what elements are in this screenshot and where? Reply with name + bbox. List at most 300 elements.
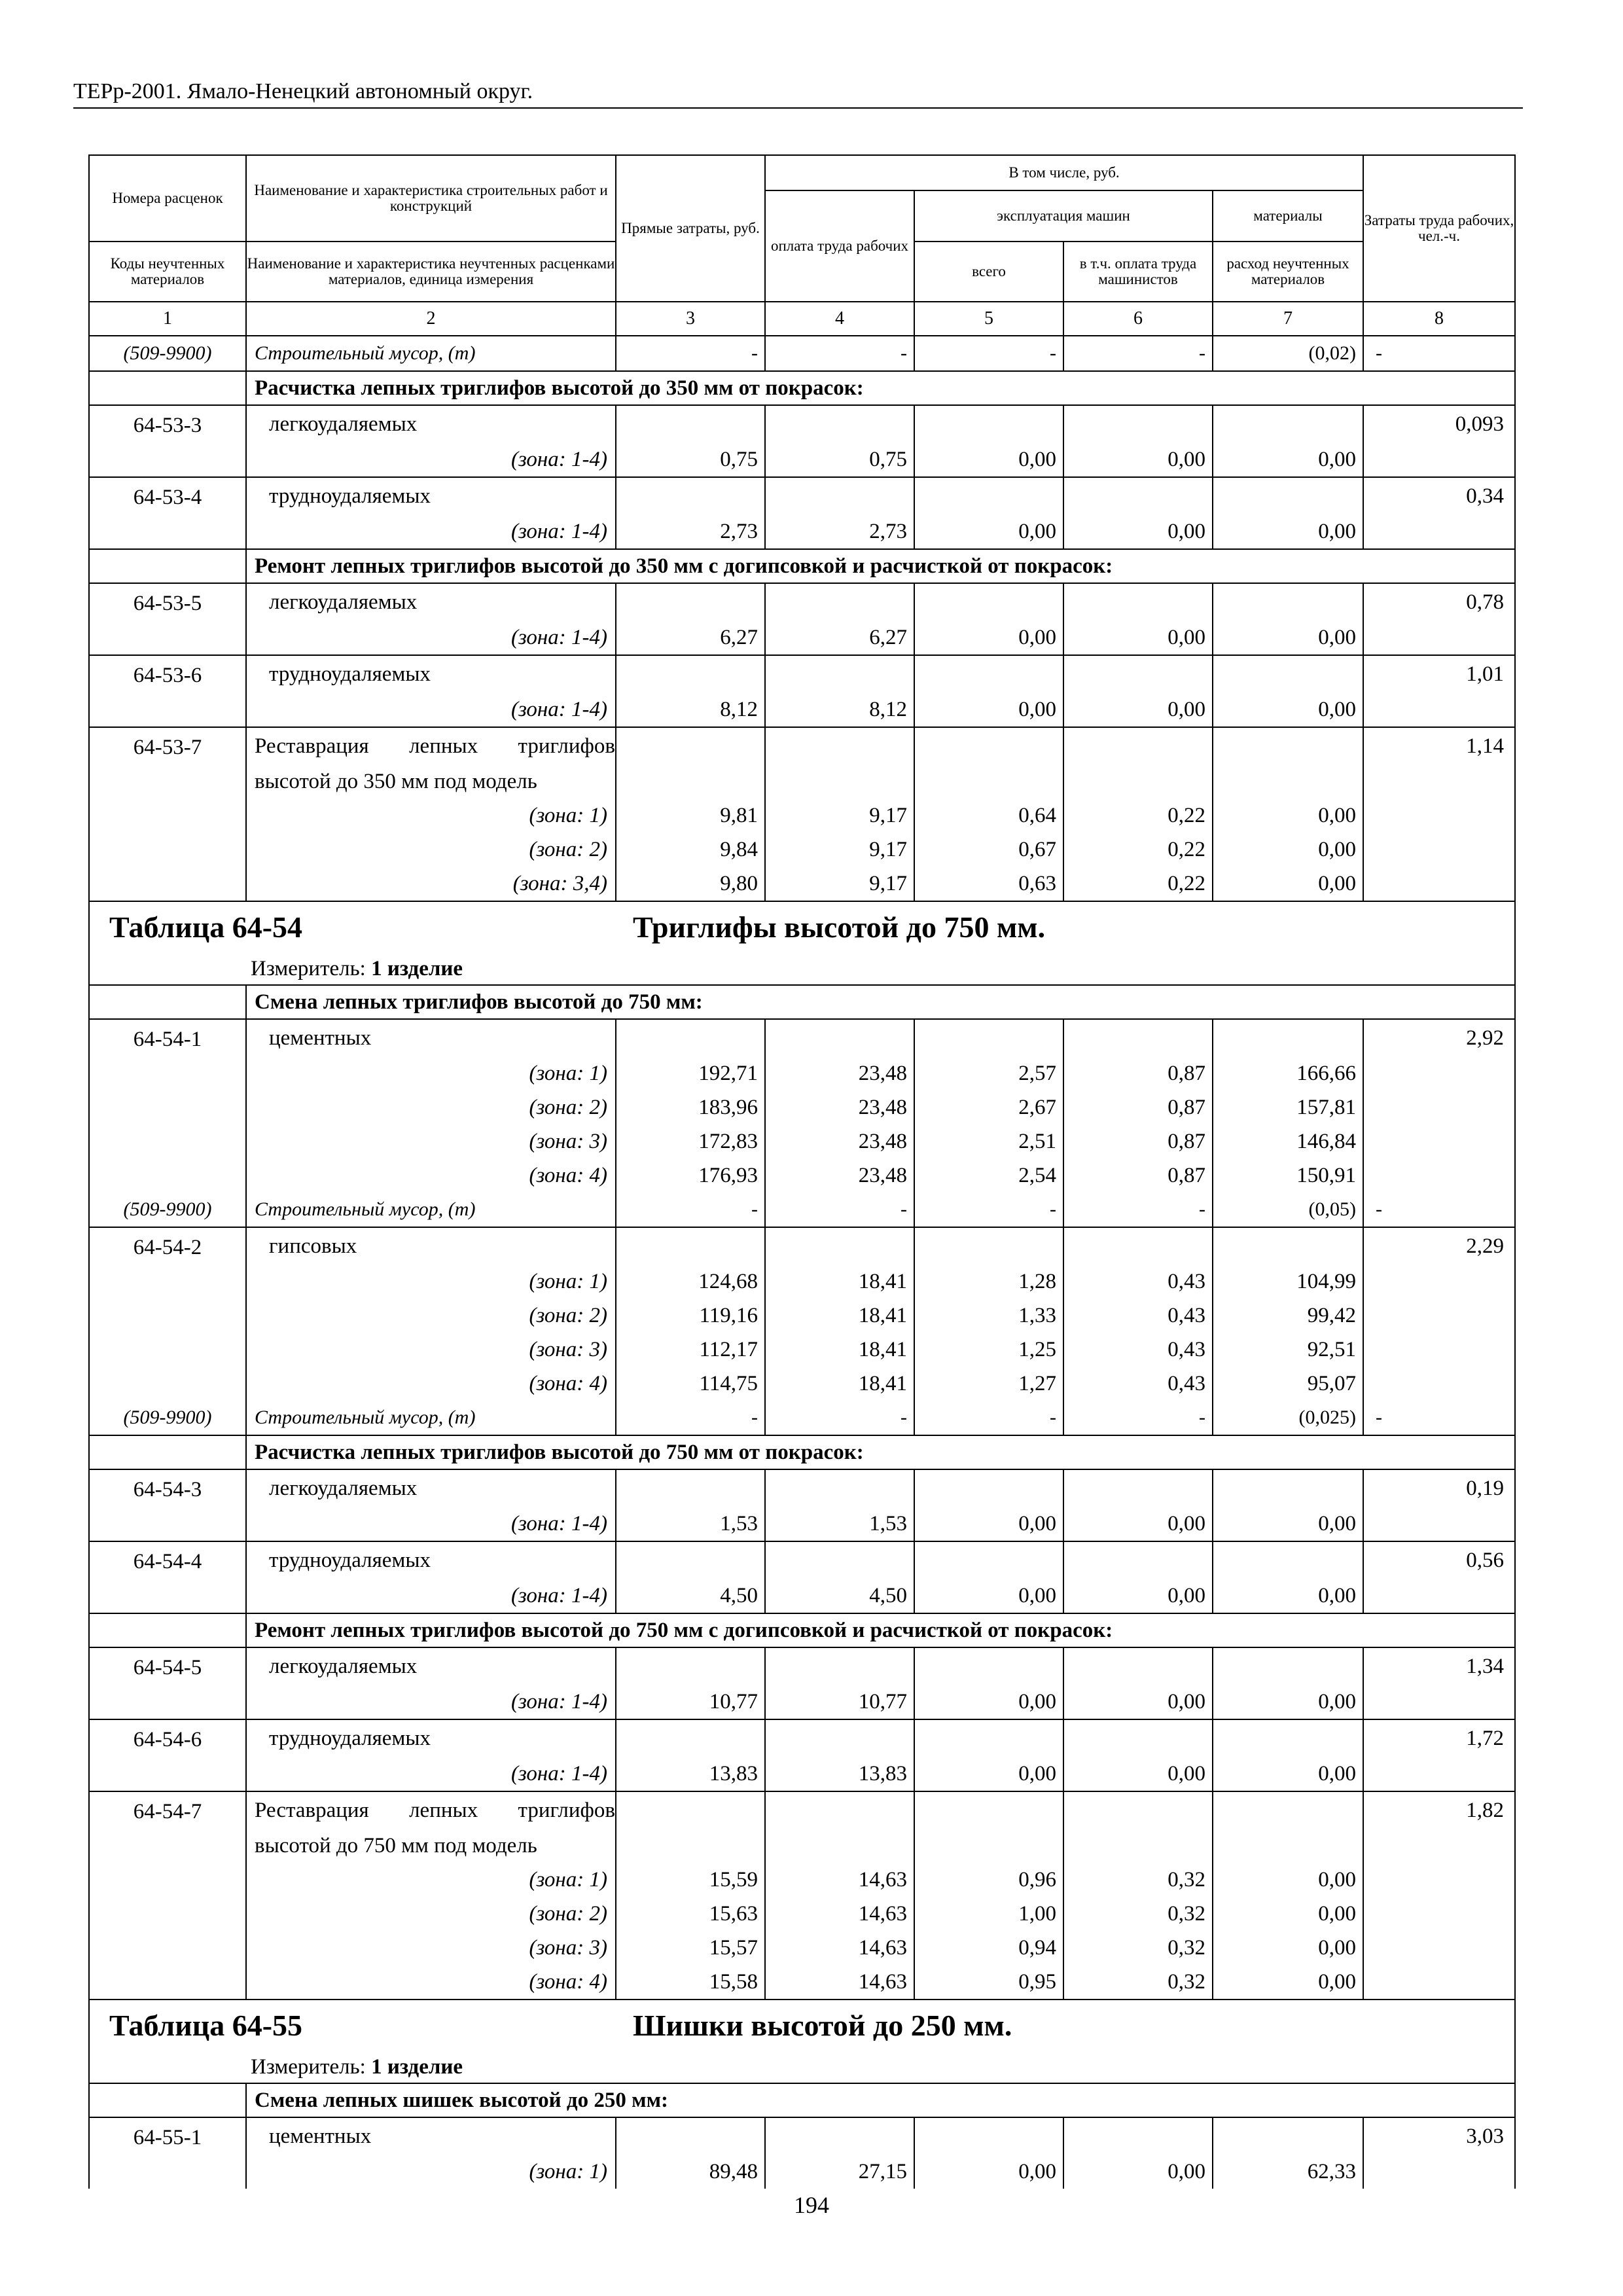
rate-row (89, 1019, 1515, 1056)
zone-label: (зона: 1-4) (246, 1757, 616, 1791)
value-cell: - (765, 336, 914, 371)
zone-row (89, 514, 1515, 549)
zone-row (89, 2155, 1515, 2189)
empty-cell (1363, 1965, 1515, 2000)
value-cell: 1,53 (765, 1507, 914, 1541)
value-cell: 0,00 (1213, 1579, 1363, 1613)
value-cell: 0,22 (1063, 833, 1213, 867)
measure-text (90, 957, 463, 980)
empty-cell (89, 1757, 246, 1791)
zone-label: (зона: 1-4) (246, 514, 616, 549)
zone-label: (зона: 1) (246, 1863, 616, 1897)
empty-cell (1363, 1333, 1515, 1367)
empty-cell (914, 477, 1063, 514)
empty-cell (1063, 764, 1213, 798)
value-cell: 0,87 (1063, 1090, 1213, 1124)
zone-label: (зона: 2) (246, 1090, 616, 1124)
zone-row (89, 1090, 1515, 1124)
table-number: Таблица 64-54 (109, 910, 303, 944)
section-heading-row (89, 985, 1515, 1019)
empty-cell (616, 405, 765, 442)
value-cell: 0,00 (1063, 514, 1213, 549)
zone-label: (зона: 1-4) (246, 442, 616, 477)
value-cell: - (914, 1401, 1063, 1435)
empty-cell (765, 1469, 914, 1507)
empty-cell (765, 405, 914, 442)
value-cell: 0,32 (1063, 1897, 1213, 1931)
value-cell: 0,00 (1063, 692, 1213, 727)
empty-cell (1363, 1507, 1515, 1541)
empty-cell (616, 1469, 765, 1507)
value-cell: 0,00 (914, 1757, 1063, 1791)
col7-header: расход неучтенных материалов (1213, 242, 1363, 302)
empty-cell (765, 477, 914, 514)
value-cell: 0,32 (1063, 1965, 1213, 2000)
measure-cell (89, 953, 1515, 985)
measure-value: 1 изделие (371, 2055, 463, 2079)
zone-label: (зона: 3,4) (246, 867, 616, 901)
section-heading: Смена лепных шишек высотой до 250 мм: (246, 2083, 1515, 2117)
empty-cell (1363, 620, 1515, 655)
empty-cell (1363, 1757, 1515, 1791)
empty-cell (765, 1647, 914, 1685)
table-title-row (89, 2000, 1515, 2051)
empty-cell (1363, 1056, 1515, 1090)
value-cell: 15,58 (616, 1965, 765, 2000)
empty-cell (1213, 1719, 1363, 1757)
value-cell: 8,12 (616, 692, 765, 727)
labor-cost: 1,01 (1363, 655, 1515, 692)
empty-cell (616, 1541, 765, 1579)
empty-cell (1363, 867, 1515, 901)
section-heading-row (89, 549, 1515, 583)
empty-cell (616, 1647, 765, 1685)
value-cell: 166,66 (1213, 1056, 1363, 1090)
value-cell: 2,54 (914, 1158, 1063, 1193)
value-cell: 176,93 (616, 1158, 765, 1193)
value-cell: 0,00 (914, 692, 1063, 727)
value-cell: 112,17 (616, 1333, 765, 1367)
value-cell: 0,00 (1213, 514, 1363, 549)
rate-code: 64-53-7 (89, 727, 246, 764)
empty-cell (89, 1056, 246, 1090)
empty-cell (765, 1541, 914, 1579)
empty-cell (1363, 2155, 1515, 2189)
value-cell: 2,73 (616, 514, 765, 549)
rate-row (89, 1227, 1515, 1265)
value-cell: 0,00 (1063, 1579, 1213, 1613)
value-cell: 14,63 (765, 1965, 914, 2000)
zone-label: (зона: 3) (246, 1124, 616, 1158)
empty-cell (89, 764, 246, 798)
value-cell: 8,12 (765, 692, 914, 727)
value-cell: 23,48 (765, 1056, 914, 1090)
empty-cell (765, 1719, 914, 1757)
empty-cell (89, 620, 246, 655)
value-cell: 150,91 (1213, 1158, 1363, 1193)
empty-cell (89, 1333, 246, 1367)
labor-cost: - (1363, 1401, 1515, 1435)
empty-cell (1063, 1541, 1213, 1579)
value-cell: 9,84 (616, 833, 765, 867)
section-heading-row (89, 2083, 1515, 2117)
zone-label: (зона: 1) (246, 1265, 616, 1299)
value-cell: 0,75 (616, 442, 765, 477)
value-cell: 0,00 (1063, 1507, 1213, 1541)
value-cell: 18,41 (765, 1333, 914, 1367)
measure-row (89, 953, 1515, 985)
value-cell: 0,87 (1063, 1124, 1213, 1158)
empty-cell (1213, 764, 1363, 798)
empty-cell (616, 1019, 765, 1056)
value-cell: 0,22 (1063, 867, 1213, 901)
material-code: (509-9900) (89, 1193, 246, 1227)
empty-cell (89, 549, 246, 583)
empty-cell (1063, 1019, 1213, 1056)
table-title-row (89, 901, 1515, 953)
empty-cell (914, 1791, 1063, 1829)
column-number: 8 (1363, 302, 1515, 336)
value-cell: 0,75 (765, 442, 914, 477)
value-cell: 0,94 (914, 1931, 1063, 1965)
empty-cell (1213, 1791, 1363, 1829)
empty-cell (1363, 1124, 1515, 1158)
empty-cell (89, 798, 246, 833)
empty-cell (1213, 477, 1363, 514)
rate-row (89, 405, 1515, 442)
zone-row (89, 798, 1515, 833)
zone-label: (зона: 1) (246, 798, 616, 833)
value-cell: 0,63 (914, 867, 1063, 901)
empty-cell (1063, 1647, 1213, 1685)
rate-code: 64-54-1 (89, 1019, 246, 1056)
zone-label: (зона: 4) (246, 1158, 616, 1193)
zone-row (89, 867, 1515, 901)
rate-code: 64-53-4 (89, 477, 246, 514)
zone-label: (зона: 1) (246, 1056, 616, 1090)
zone-row (89, 1897, 1515, 1931)
value-cell: 0,00 (914, 1579, 1063, 1613)
zone-row (89, 1507, 1515, 1541)
material-name: Строительный мусор, (т) (246, 1193, 616, 1227)
rate-row (89, 477, 1515, 514)
empty-cell (1213, 1469, 1363, 1507)
empty-cell (1063, 1791, 1213, 1829)
value-cell: 0,00 (1063, 1757, 1213, 1791)
table-body (89, 336, 1515, 2189)
empty-cell (89, 442, 246, 477)
zone-label: (зона: 1) (246, 2155, 616, 2189)
in-total-header: В том числе, руб. (765, 155, 1363, 190)
value-cell: - (914, 336, 1063, 371)
work-name: трудноудаляемых (246, 1541, 616, 1579)
empty-cell (89, 833, 246, 867)
value-cell: 0,00 (1213, 833, 1363, 867)
labor-cost: 1,82 (1363, 1791, 1515, 1829)
value-cell: 9,17 (765, 798, 914, 833)
zone-row (89, 1299, 1515, 1333)
empty-cell (89, 1299, 246, 1333)
col3-header: Прямые затраты, руб. (616, 155, 765, 302)
empty-cell (1063, 1719, 1213, 1757)
col5-header: всего (914, 242, 1063, 302)
col1-bottom-header: Коды неучтенных материалов (89, 242, 246, 302)
value-cell: 0,00 (1063, 442, 1213, 477)
measure-text (90, 2055, 463, 2079)
empty-cell (1363, 1367, 1515, 1401)
empty-cell (1213, 1227, 1363, 1265)
value-cell: 0,43 (1063, 1299, 1213, 1333)
work-name: Реставрация лепных триглифов (246, 1791, 616, 1829)
col1-top-header: Номера расценок (89, 155, 246, 242)
section-heading-row (89, 1435, 1515, 1469)
value-cell: 104,99 (1213, 1265, 1363, 1299)
machines-header: эксплуатация машин (914, 190, 1213, 242)
empty-cell (89, 867, 246, 901)
value-cell: 1,00 (914, 1897, 1063, 1931)
column-number: 5 (914, 302, 1063, 336)
section-heading: Ремонт лепных триглифов высотой до 750 мм с догипсовкой и расчисткой от покрасок: (246, 1613, 1515, 1647)
empty-cell (616, 764, 765, 798)
zone-row (89, 1579, 1515, 1613)
rate-row (89, 2117, 1515, 2155)
empty-cell (89, 1367, 246, 1401)
column-number: 3 (616, 302, 765, 336)
work-name: трудноудаляемых (246, 1719, 616, 1757)
labor-cost: 0,78 (1363, 583, 1515, 620)
empty-cell (914, 727, 1063, 764)
empty-cell (89, 1435, 246, 1469)
zone-label: (зона: 1-4) (246, 692, 616, 727)
value-cell: 183,96 (616, 1090, 765, 1124)
table-title-cell (89, 2000, 1515, 2051)
value-cell: 0,32 (1063, 1863, 1213, 1897)
zone-label: (зона: 4) (246, 1367, 616, 1401)
empty-cell (1363, 514, 1515, 549)
material-name: Строительный мусор, (т) (246, 336, 616, 371)
column-numbers-row (89, 302, 1515, 336)
empty-cell (765, 1227, 914, 1265)
labor-cost: 1,72 (1363, 1719, 1515, 1757)
empty-cell (765, 655, 914, 692)
material-name: Строительный мусор, (т) (246, 1401, 616, 1435)
debris-row (89, 1401, 1515, 1435)
col2-top-header: Наименование и характеристика строительных работ и конструкций (246, 155, 616, 242)
value-cell: 1,33 (914, 1299, 1063, 1333)
value-cell: 0,00 (1213, 620, 1363, 655)
running-header: ТЕРр-2001. Ямало-Ненецкий автономный округ. (73, 77, 1523, 109)
value-cell: 1,53 (616, 1507, 765, 1541)
value-cell: 23,48 (765, 1090, 914, 1124)
labor-cost: - (1363, 1193, 1515, 1227)
empty-cell (914, 1019, 1063, 1056)
measure-value: 1 изделие (371, 957, 463, 980)
value-cell: 0,00 (914, 620, 1063, 655)
value-cell: 99,42 (1213, 1299, 1363, 1333)
zone-label: (зона: 2) (246, 1897, 616, 1931)
table-title: Шишки высотой до 250 мм. (633, 2009, 1012, 2042)
empty-cell (89, 1158, 246, 1193)
empty-cell (1063, 1829, 1213, 1863)
rate-code: 64-55-1 (89, 2117, 246, 2155)
work-name-line2: высотой до 750 мм под модель (246, 1829, 616, 1863)
empty-cell (765, 583, 914, 620)
zone-label: (зона: 1-4) (246, 1507, 616, 1541)
empty-cell (1363, 692, 1515, 727)
price-table (88, 154, 1516, 2189)
work-name: гипсовых (246, 1227, 616, 1265)
zone-row (89, 620, 1515, 655)
rate-code: 64-53-3 (89, 405, 246, 442)
rate-code: 64-54-2 (89, 1227, 246, 1265)
value-cell: 2,57 (914, 1056, 1063, 1090)
work-name: Реставрация лепных триглифов (246, 727, 616, 764)
zone-row (89, 692, 1515, 727)
zone-row (89, 1056, 1515, 1090)
empty-cell (89, 2083, 246, 2117)
empty-cell (616, 1829, 765, 1863)
empty-cell (89, 1124, 246, 1158)
empty-cell (616, 477, 765, 514)
empty-cell (1363, 1829, 1515, 1863)
empty-cell (1213, 1541, 1363, 1579)
value-cell: (0,025) (1213, 1401, 1363, 1435)
empty-cell (89, 2155, 246, 2189)
value-cell: 114,75 (616, 1367, 765, 1401)
empty-cell (1063, 583, 1213, 620)
empty-cell (1213, 405, 1363, 442)
table-number: Таблица 64-55 (109, 2009, 303, 2042)
value-cell: 18,41 (765, 1299, 914, 1333)
zone-row (89, 1333, 1515, 1367)
value-cell: 95,07 (1213, 1367, 1363, 1401)
value-cell: 0,00 (1063, 2155, 1213, 2189)
value-cell: (0,05) (1213, 1193, 1363, 1227)
labor-cost: 1,14 (1363, 727, 1515, 764)
value-cell: 192,71 (616, 1056, 765, 1090)
value-cell: 0,00 (1213, 1507, 1363, 1541)
value-cell: 15,59 (616, 1863, 765, 1897)
empty-cell (1213, 727, 1363, 764)
value-cell: 18,41 (765, 1265, 914, 1299)
value-cell: 0,00 (914, 2155, 1063, 2189)
value-cell: - (1063, 1401, 1213, 1435)
empty-cell (914, 1469, 1063, 1507)
empty-cell (765, 1791, 914, 1829)
empty-cell (89, 1613, 246, 1647)
labor-cost: - (1363, 336, 1515, 371)
work-name: легкоудаляемых (246, 405, 616, 442)
value-cell: 4,50 (765, 1579, 914, 1613)
value-cell: 0,00 (1213, 1965, 1363, 2000)
empty-cell (914, 583, 1063, 620)
empty-cell (616, 1791, 765, 1829)
value-cell: 0,00 (1213, 1863, 1363, 1897)
value-cell: 14,63 (765, 1931, 914, 1965)
value-cell: - (1063, 336, 1213, 371)
empty-cell (1363, 1579, 1515, 1613)
zone-row (89, 1931, 1515, 1965)
rate-code: 64-54-7 (89, 1791, 246, 1829)
rate-row (89, 1541, 1515, 1579)
empty-cell (1363, 1931, 1515, 1965)
zone-row (89, 442, 1515, 477)
empty-cell (1063, 1227, 1213, 1265)
value-cell: 0,00 (1213, 1685, 1363, 1719)
labor-cost: 0,56 (1363, 1541, 1515, 1579)
rate-code: 64-54-4 (89, 1541, 246, 1579)
empty-cell (765, 1829, 914, 1863)
value-cell: 1,25 (914, 1333, 1063, 1367)
value-cell: 0,32 (1063, 1931, 1213, 1965)
rate-code: 64-53-6 (89, 655, 246, 692)
labor-cost: 2,92 (1363, 1019, 1515, 1056)
value-cell: 0,43 (1063, 1367, 1213, 1401)
work-name: легкоудаляемых (246, 1469, 616, 1507)
value-cell: 146,84 (1213, 1124, 1363, 1158)
value-cell: - (1063, 1193, 1213, 1227)
empty-cell (89, 1579, 246, 1613)
empty-cell (1363, 1897, 1515, 1931)
empty-cell (1363, 833, 1515, 867)
value-cell: - (616, 336, 765, 371)
zone-label: (зона: 1-4) (246, 1579, 616, 1613)
empty-cell (914, 1719, 1063, 1757)
rate-row (89, 727, 1515, 764)
zone-label: (зона: 1-4) (246, 620, 616, 655)
value-cell: 0,00 (1213, 1757, 1363, 1791)
empty-cell (1213, 655, 1363, 692)
empty-cell (1363, 1090, 1515, 1124)
value-cell: - (765, 1193, 914, 1227)
value-cell: 0,00 (1213, 798, 1363, 833)
value-cell: 0,00 (1213, 1931, 1363, 1965)
labor-cost: 1,34 (1363, 1647, 1515, 1685)
empty-cell (616, 2117, 765, 2155)
empty-cell (89, 1090, 246, 1124)
value-cell: 14,63 (765, 1863, 914, 1897)
empty-cell (89, 1265, 246, 1299)
value-cell: 15,63 (616, 1897, 765, 1931)
value-cell: 9,80 (616, 867, 765, 901)
empty-cell (1363, 1158, 1515, 1193)
rate-code: 64-54-5 (89, 1647, 246, 1685)
empty-cell (616, 1227, 765, 1265)
zone-label: (зона: 3) (246, 1333, 616, 1367)
value-cell: 157,81 (1213, 1090, 1363, 1124)
empty-cell (616, 583, 765, 620)
value-cell: 0,00 (1213, 692, 1363, 727)
value-cell: 0,00 (914, 514, 1063, 549)
work-name: легкоудаляемых (246, 583, 616, 620)
value-cell: 0,00 (1063, 1685, 1213, 1719)
empty-cell (765, 727, 914, 764)
rate-row-continued (89, 764, 1515, 798)
value-cell: 0,64 (914, 798, 1063, 833)
value-cell: 9,17 (765, 867, 914, 901)
materials-header: материалы (1213, 190, 1363, 242)
empty-cell (1213, 2117, 1363, 2155)
value-cell: 0,87 (1063, 1056, 1213, 1090)
value-cell: 0,67 (914, 833, 1063, 867)
value-cell: 0,00 (914, 442, 1063, 477)
value-cell: 2,73 (765, 514, 914, 549)
value-cell: 119,16 (616, 1299, 765, 1333)
empty-cell (1063, 477, 1213, 514)
rate-row (89, 1791, 1515, 1829)
debris-row (89, 336, 1515, 371)
value-cell: 2,51 (914, 1124, 1063, 1158)
